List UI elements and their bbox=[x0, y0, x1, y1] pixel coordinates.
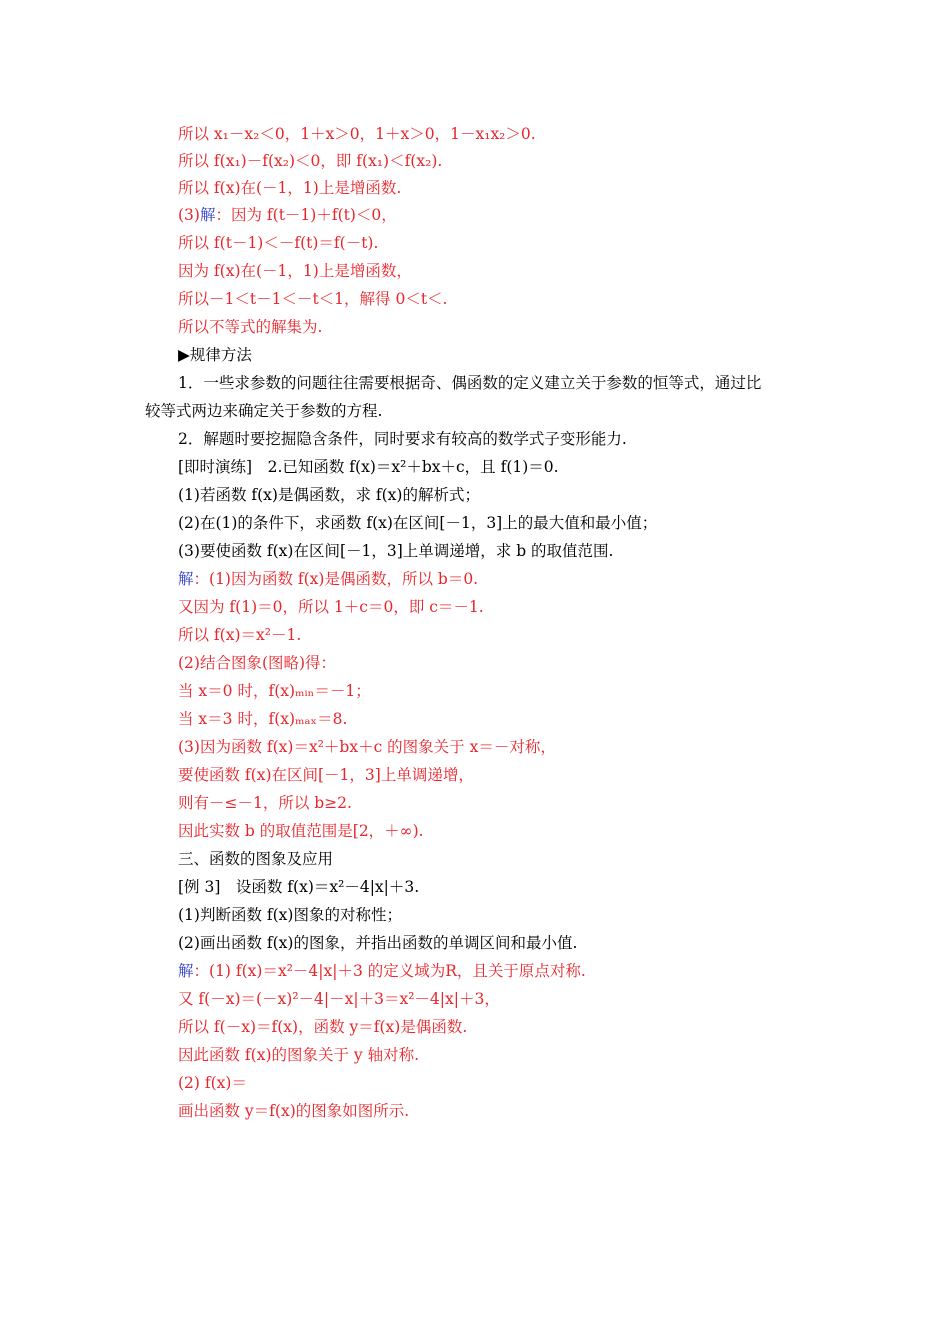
solution-line: 所以 f(x)＝x²－1. bbox=[178, 626, 302, 644]
solution-line: 所以 x₁－x₂＜0，1＋x＞0，1＋x＞0，1－x₁x₂＞0. bbox=[178, 125, 536, 143]
solution-line: (3)因为函数 f(x)＝x²＋bx＋c 的图象关于 x＝－对称， bbox=[178, 738, 556, 756]
solution-line: 所以 f(t－1)＜－f(t)＝f(－t). bbox=[178, 234, 379, 252]
method-paragraph: 1．一些求参数的问题往往需要根据奇、偶函数的定义建立关于参数的恒等式，通过比 bbox=[178, 374, 762, 392]
solution-label: 解 bbox=[178, 962, 194, 980]
solution-line: 所以不等式的解集为. bbox=[178, 318, 323, 336]
method-paragraph: 较等式两边来确定关于参数的方程. bbox=[145, 402, 383, 420]
solution-line: (2) f(x)＝ bbox=[178, 1074, 247, 1092]
solution-line: 则有－≤－1，所以 b≥2. bbox=[178, 794, 352, 812]
solution-line: (2)结合图象(图略)得： bbox=[178, 654, 337, 672]
solution-line: 所以－1＜t－1＜－t＜1，解得 0＜t＜. bbox=[178, 290, 448, 308]
solution-line: 画出函数 y＝f(x)的图象如图所示. bbox=[178, 1102, 410, 1120]
solution-line: 要使函数 f(x)在区间[－1，3]上单调递增， bbox=[178, 766, 474, 784]
solution-line: 当 x＝0 时，f(x)ₘᵢₙ＝－1； bbox=[178, 682, 371, 700]
solution-line: 因此实数 b 的取值范围是[2，＋∞). bbox=[178, 822, 424, 840]
solution-line: 所以 f(－x)＝f(x)，函数 y＝f(x)是偶函数. bbox=[178, 1018, 468, 1036]
solution-line: 解：(1) f(x)＝x²－4|x|＋3 的定义域为R，且关于原点对称. bbox=[178, 962, 586, 980]
section-heading: 三、函数的图象及应用 bbox=[178, 850, 334, 868]
solution-line: 所以 f(x₁)－f(x₂)＜0，即 f(x₁)＜f(x₂). bbox=[178, 152, 443, 170]
exercise-line: (1)若函数 f(x)是偶函数，求 f(x)的解析式； bbox=[178, 486, 480, 504]
exercise-line: (2)在(1)的条件下，求函数 f(x)在区间[－1，3]上的最大值和最小值； bbox=[178, 514, 658, 532]
exercise-line: [即时演练] 2.已知函数 f(x)＝x²＋bx＋c，且 f(1)＝0. bbox=[178, 458, 559, 476]
exercise-line: (3)要使函数 f(x)在区间[－1，3]上单调递增，求 b 的取值范围. bbox=[178, 542, 614, 560]
solution-line: 又因为 f(1)＝0，所以 1＋c＝0，即 c＝－1. bbox=[178, 598, 484, 616]
method-paragraph: 2．解题时要挖掘隐含条件，同时要求有较高的数学式子变形能力. bbox=[178, 430, 627, 448]
solution-line: 又 f(－x)＝(－x)²－4|－x|＋3＝x²－4|x|＋3， bbox=[178, 990, 500, 1008]
solution-line: 因为 f(x)在(－1，1)上是增函数， bbox=[178, 262, 412, 280]
solution-line: (3)解：因为 f(t－1)＋f(t)＜0， bbox=[178, 206, 397, 224]
example-line: (2)画出函数 f(x)的图象，并指出函数的单调区间和最小值. bbox=[178, 934, 578, 952]
solution-line: 当 x＝3 时，f(x)ₘₐₓ＝8. bbox=[178, 710, 348, 728]
solution-line: 解：(1)因为函数 f(x)是偶函数，所以 b＝0. bbox=[178, 570, 479, 588]
solution-line: 所以 f(x)在(－1，1)上是增函数. bbox=[178, 179, 402, 197]
solution-label: 解 bbox=[199, 206, 216, 224]
solution-label: 解 bbox=[178, 570, 194, 588]
example-line: [例 3] 设函数 f(x)＝x²－4|x|＋3. bbox=[178, 878, 420, 896]
solution-line: 因此函数 f(x)的图象关于 y 轴对称. bbox=[178, 1046, 420, 1064]
section-heading: ▶规律方法 bbox=[178, 346, 252, 364]
example-line: (1)判断函数 f(x)图象的对称性； bbox=[178, 906, 402, 924]
